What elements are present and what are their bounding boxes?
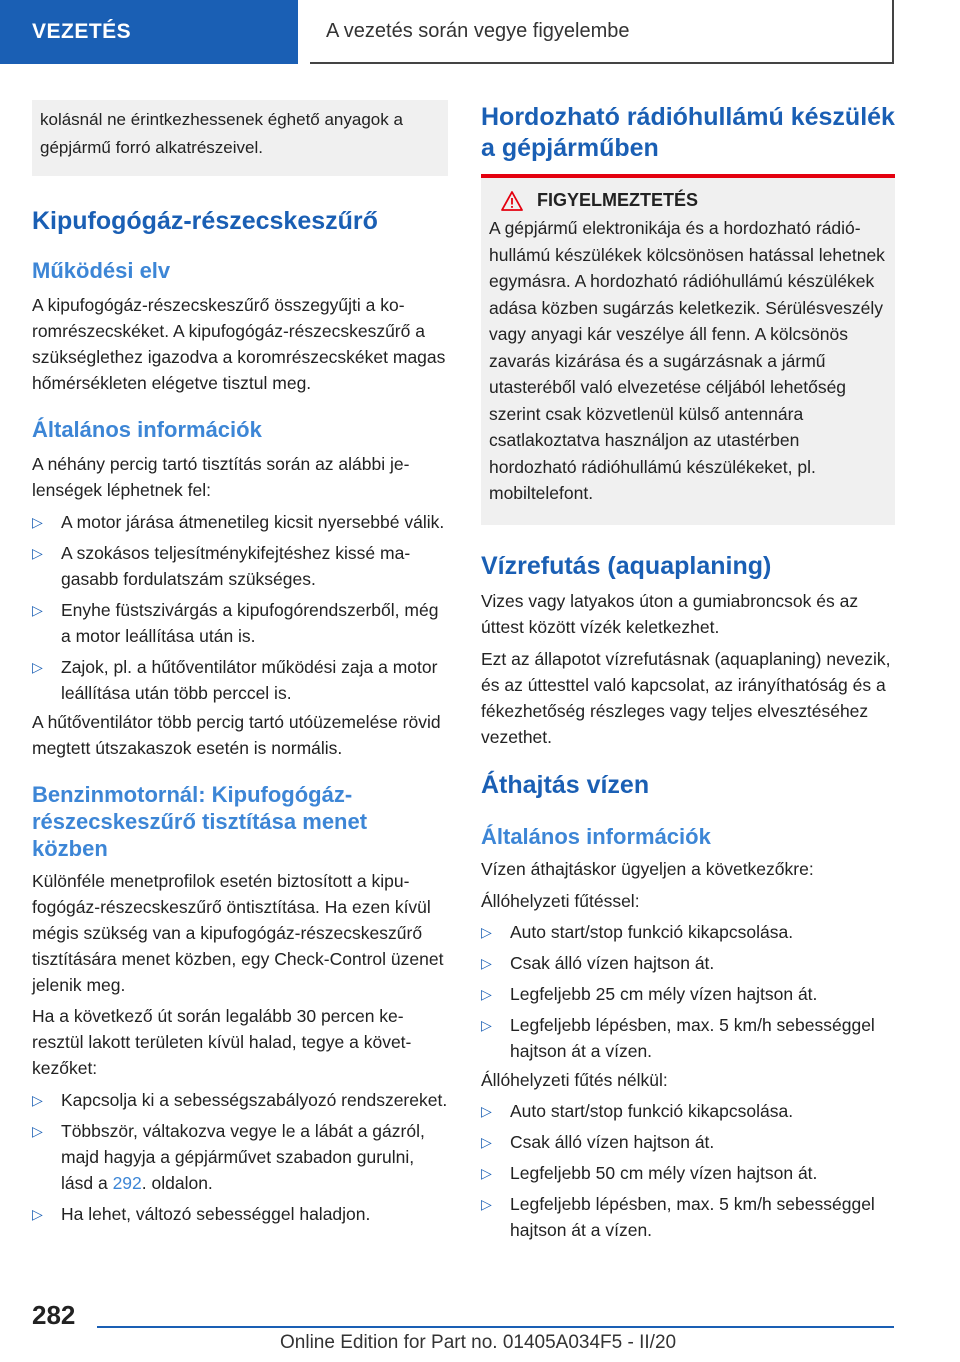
bullet-triangle-icon: ▷ (481, 1195, 492, 1212)
list-item: ▷ A szokásos teljesítménykifejtéshez kissé magasabb fordulatszám szükséges. (32, 540, 448, 592)
list-item: ▷ Legfeljebb 25 cm mély vízen hajtson át. (481, 981, 895, 1007)
heading-radio-devices: Hordozható rádióhullámú készülék a gépjárműben (481, 103, 895, 162)
with-heater-list (481, 919, 895, 1064)
bullet-triangle-icon: ▷ (481, 923, 492, 940)
right-column (481, 100, 895, 1243)
heading-principle: Működési elv (32, 258, 171, 283)
principle-text: A kipufogógáz-részecskeszűrő összegyűjti a koromrészecskéket. A kipufogógáz-részecskeszűrő a szükséglethez igazodva a koromrészecskéket magas hőmérsékleten elégetve tisztul meg. (32, 295, 446, 393)
heading-general-info: Általános információk (32, 417, 262, 442)
bullet-triangle-icon: ▷ (32, 1092, 43, 1108)
warning-title: FIGYELMEZTETÉS (537, 190, 699, 210)
general-info-text: A néhány percig tartó tisztítás során az alábbi jelenségek léphetnek fel: (32, 454, 410, 500)
warning-triangle-icon (501, 191, 523, 211)
aquaplaning-text-1: Vizes vagy latyakos úton a gumiabroncsok és az úttest között vízék keletkezhet. (481, 590, 859, 637)
list-item: ▷ Auto start/stop funkció kikapcsolása. (481, 919, 895, 945)
chapter-header (310, 0, 894, 64)
list-item: ▷ Kapcsolja ki a sebességszabályozó rendszereket. (32, 1087, 448, 1113)
section-tab (0, 0, 298, 64)
list-item: ▷ Többször, váltakozva vegye le a lábát a gázról, majd hagyja a gépjárművet szabadon gurulni, lásd a 292. oldalon. (32, 1118, 448, 1196)
heading-petrol-cleaning: Benzinmotornál: Kipufogógáz-részecskeszűrő tisztítása menet közben (32, 782, 368, 861)
bullet-triangle-icon: ▷ (481, 954, 492, 971)
bullet-triangle-icon: ▷ (32, 1206, 43, 1222)
page-link-292[interactable]: 292 (112, 1173, 142, 1193)
list-item: ▷ A motor járása átmenetileg kicsit nyersebbé válik. (32, 509, 448, 535)
list-item: ▷ Legfeljebb lépésben, max. 5 km/h sebességgel hajtson át a vízen. (481, 1012, 895, 1064)
list-item: ▷ Zajok, pl. a hűtőventilátor működési zaja a motor leállítása után több perccel is. (32, 654, 448, 706)
section-title: VEZETÉS (32, 20, 132, 43)
warning-box (481, 178, 895, 525)
water-crossing-intro: Vízen áthajtáskor ügyeljen a következőkre: (481, 858, 814, 879)
petrol-cleaning-text: Különféle menetprofilok esetén biztosított a kipufogógáz-részecskeszűrő öntisztítása. Ha ezen kívül mégis szükség van a kipufogógáz-részecskeszűrő tisztítására menet közben, egy Check-Control üzenet jelenik meg. (32, 871, 444, 995)
left-column (32, 100, 448, 1227)
continued-box (32, 100, 448, 176)
list-item: ▷ Auto start/stop funkció kikapcsolása. (481, 1098, 895, 1124)
list-item: ▷ Legfeljebb lépésben, max. 5 km/h sebességgel hajtson át a vízen. (481, 1191, 895, 1243)
chapter-title: A vezetés során vegye figyelembe (326, 19, 630, 42)
heading-water-general-info: Általános információk (481, 823, 711, 849)
heading-aquaplaning: Vízrefutás (aquaplaning) (481, 551, 772, 580)
without-heater-label: Állóhelyzeti fűtés nélkül: (481, 1069, 668, 1090)
bullet-triangle-icon: ▷ (481, 1133, 492, 1150)
symptom-list (32, 509, 448, 706)
cleaning-step-list (32, 1087, 448, 1227)
list-item: ▷ Ha lehet, változó sebességgel haladjon. (32, 1201, 448, 1227)
bullet-triangle-icon: ▷ (32, 602, 43, 618)
bullet-triangle-icon: ▷ (481, 1164, 492, 1181)
without-heater-list (481, 1098, 895, 1243)
heading-particle-filter: Kipufogógáz-részecskeszűrő (32, 207, 378, 235)
list-item: ▷ Csak álló vízen hajtson át. (481, 950, 895, 976)
footer-divider (97, 1326, 894, 1328)
list-item: ▷ Legfeljebb 50 cm mély vízen hajtson át. (481, 1160, 895, 1186)
bullet-triangle-icon: ▷ (32, 659, 43, 675)
list-item: ▷ Enyhe füstszivárgás a kipufogórendszerből, még a motor leállítása után is. (32, 597, 448, 649)
heading-water-crossing: Áthajtás vízen (481, 770, 650, 799)
petrol-cleaning-steps-intro: Ha a következő út során legalább 30 percen keresztül lakott területen kívül halad, tegye a következőket: (32, 1006, 412, 1078)
page-number: 282 (32, 1300, 76, 1330)
list-item: ▷ Csak álló vízen hajtson át. (481, 1129, 895, 1155)
with-heater-label: Állóhelyzeti fűtéssel: (481, 890, 640, 911)
warning-header (489, 190, 887, 211)
fan-text: A hűtőventilátor több percig tartó utóüzemelése rövid megtett útszakaszok esetén is normális. (32, 712, 441, 758)
bullet-triangle-icon: ▷ (481, 1102, 492, 1119)
bullet-triangle-icon: ▷ (481, 985, 492, 1002)
bullet-triangle-icon: ▷ (481, 1016, 492, 1033)
aquaplaning-text-2: Ezt az állapotot vízrefutásnak (aquaplaning) nevezik, és az úttesttel való kapcsolat, az irányíthatóság és a fékezhetőség részleges vagy teljes elvesztéséhez vezethet. (481, 648, 891, 747)
bullet-triangle-icon: ▷ (32, 1123, 43, 1139)
footer-edition: Online Edition for Part no. 01405A034F5 - II/20 (280, 1332, 677, 1353)
continued-text: kolásnál ne érintkezhessenek éghető anyagok a gépjármű forró alkatrészeivel. (40, 110, 403, 157)
warning-text: A gépjármű elektronikája és a hordozható rádióhullámú készülékek kölcsönösen hatással lehetnek egymásra. A hordozható rádióhullámú készülékek adása közben sugárzás keletkezik. Sérülésveszély vagy anyagi kár veszélye áll fenn. A kölcsönös zavarás kizárása és a sugárzásnak a jármű utasteréből való elvezetése céljából lehetőség szerint csak közvetlenül külső antennára csatlakoztatva használjon az utastérben hordozható rádióhullámú készülékeket, pl. mobiltelefont. (489, 218, 885, 503)
bullet-triangle-icon: ▷ (32, 514, 43, 530)
bullet-triangle-icon: ▷ (32, 545, 43, 561)
